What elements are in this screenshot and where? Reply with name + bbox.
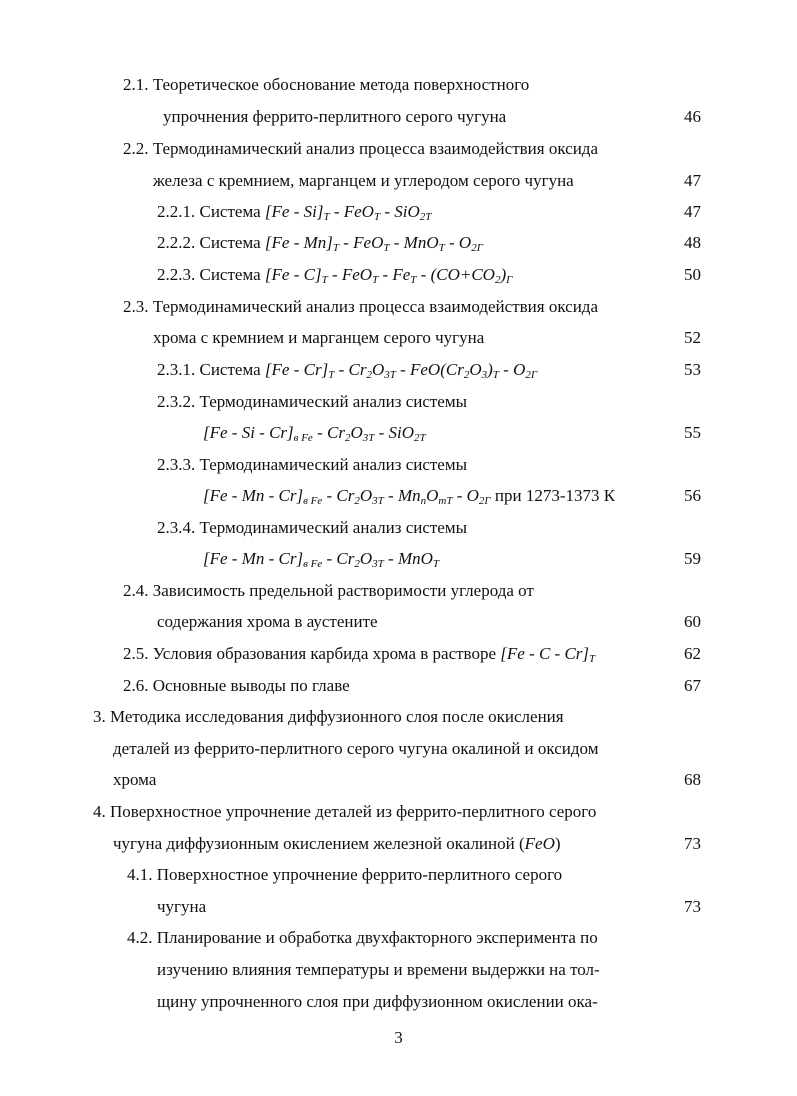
toc-entry-2-3-line2: хрома с кремнием и марганцем серого чугуна xyxy=(153,328,485,347)
toc-page-2-4: 60 xyxy=(684,612,701,631)
toc-page-2-2: 47 xyxy=(684,171,701,190)
toc-page-2-2-1: 47 xyxy=(684,202,701,221)
formula-2-5: [Fe - C - $Cr]_T$ xyxy=(500,644,596,665)
toc-entry-2-2-line1: 2.2. Термодинамический анализ процесса взаимодействия оксида xyxy=(123,139,598,158)
page-number: 3 xyxy=(394,1028,403,1047)
toc-entry-2-2-3: 2.2.3. Система $[Fe - C]_T - FeO_T - Fe_T - (CO+CO_2)_Г$ xyxy=(157,265,513,286)
formula-2-2-1: $[Fe - Si]_T - FeO_T - SiO_{2T}$ xyxy=(264,202,432,223)
formula-2-2-2: $[Fe - Mn]_T - FeO_T - MnO_T - O_{2Г}$ xyxy=(264,233,483,254)
toc-entry-2-3-2-line1: 2.3.2. Термодинамический анализ системы xyxy=(157,392,468,411)
toc-entry-2-5: 2.5. Условия образования карбида хрома в растворе [Fe - C - $Cr]_T$ xyxy=(123,644,596,665)
toc-page-2-3-3: 56 xyxy=(684,486,701,505)
toc-page-4: 73 xyxy=(684,834,701,853)
toc-entry-4-2-line1: 4.2. Планирование и обработка двухфакторного эксперимента по xyxy=(127,928,598,947)
toc-entry-4-2-line2: изучению влияния температуры и времени выдержки на тол- xyxy=(157,960,600,979)
toc-page-2-2-3: 50 xyxy=(684,265,701,284)
toc-entry-2-6: 2.6. Основные выводы по главе xyxy=(123,676,350,695)
toc-page-3: 68 xyxy=(684,770,701,789)
formula-2-2-3: $[Fe - C]_T - FeO_T - Fe_T - (CO+CO_2)_Г$ xyxy=(264,265,513,286)
toc-entry-4-1-line2: чугуна xyxy=(157,897,207,916)
toc-page-2-3-2: 55 xyxy=(684,423,701,442)
formula-4: FeO xyxy=(524,834,555,853)
toc-entry-2-3-1: 2.3.1. Система $[Fe - Cr]_T - Cr_2O_{3T} - FeO(Cr_2O_3)_T - O_{2Г}$ xyxy=(157,360,538,381)
formula-2-3-4: [Fe - Mn - $Cr]_{в Fe} - Cr_2O_{3T} - MnO_T$ xyxy=(203,549,440,570)
toc-entry-2-3-3-line2: [Fe - Mn - $Cr]_{в Fe} - Cr_2O_{3T} - Mn_nO_{mT} - O_{2Г}$ при 1273-1373 К xyxy=(203,486,616,507)
formula-2-3-3: [Fe - Mn - $Cr]_{в Fe} - Cr_2O_{3T} - Mn_nO_{mT} - O_{2Г}$ xyxy=(203,486,491,507)
toc-entry-2-3-4-line1: 2.3.4. Термодинамический анализ системы xyxy=(157,518,468,537)
toc-entry-2-2-1: 2.2.1. Система $[Fe - Si]_T - FeO_T - SiO_{2T}$ xyxy=(157,202,432,223)
toc-entry-2-3-line1: 2.3. Термодинамический анализ процесса взаимодействия оксида xyxy=(123,297,598,316)
toc-entry-2-4-line2: содержания хрома в аустените xyxy=(157,612,378,631)
toc-entry-2-3-3-line1: 2.3.3. Термодинамический анализ системы xyxy=(157,455,468,474)
toc-page-2-3-4: 59 xyxy=(684,549,701,568)
toc-entry-2-4-line1: 2.4. Зависимость предельной растворимости углерода от xyxy=(123,581,534,600)
toc-page-2-6: 67 xyxy=(684,676,701,695)
toc-page-2-2-2: 48 xyxy=(684,233,701,252)
formula-2-3-2: [Fe - Si - $Cr]_{в Fe} - Cr_2O_{3T} - SiO_{2T}$ xyxy=(203,423,426,444)
toc-entry-4-line1: 4. Поверхностное упрочнение деталей из феррито-перлитного серого xyxy=(93,802,597,821)
toc-page-2-3-1: 53 xyxy=(684,360,701,379)
toc-entry-2-1-line2: упрочнения феррито-перлитного серого чугуна xyxy=(163,107,507,126)
toc-entry-3-line3: хрома xyxy=(113,770,157,789)
toc-entry-4-2-line3: щину упрочненного слоя при диффузионном окислении ока- xyxy=(157,992,598,1011)
toc-page-2-3: 52 xyxy=(684,328,701,347)
toc-entry-3-line2: деталей из феррито-перлитного серого чугуна окалиной и оксидом xyxy=(113,739,599,758)
toc-entry-3-line1: 3. Методика исследования диффузионного слоя после окисления xyxy=(93,707,564,726)
toc-entry-2-2-2: 2.2.2. Система $[Fe - Mn]_T - FeO_T - MnO_T - O_{2Г}$ xyxy=(157,233,483,254)
toc-entry-2-1-line1: 2.1. Теоретическое обоснование метода поверхностного xyxy=(123,75,530,94)
toc-page-2-1: 46 xyxy=(684,107,701,126)
formula-2-3-1: $[Fe - Cr]_T - Cr_2O_{3T} - FeO(Cr_2O_3)_T - O_{2Г}$ xyxy=(264,360,538,381)
toc-page-2-5: 62 xyxy=(684,644,701,663)
toc-entry-4-1-line1: 4.1. Поверхностное упрочнение феррито-перлитного серого xyxy=(127,865,563,884)
toc-entry-4-line2: чугуна диффузионным окислением железной окалиной (FeO) xyxy=(113,834,561,853)
toc-page-4-1: 73 xyxy=(684,897,701,916)
toc-entry-2-2-line2: железа с кремнием, марганцем и углеродом серого чугуна xyxy=(153,171,574,190)
